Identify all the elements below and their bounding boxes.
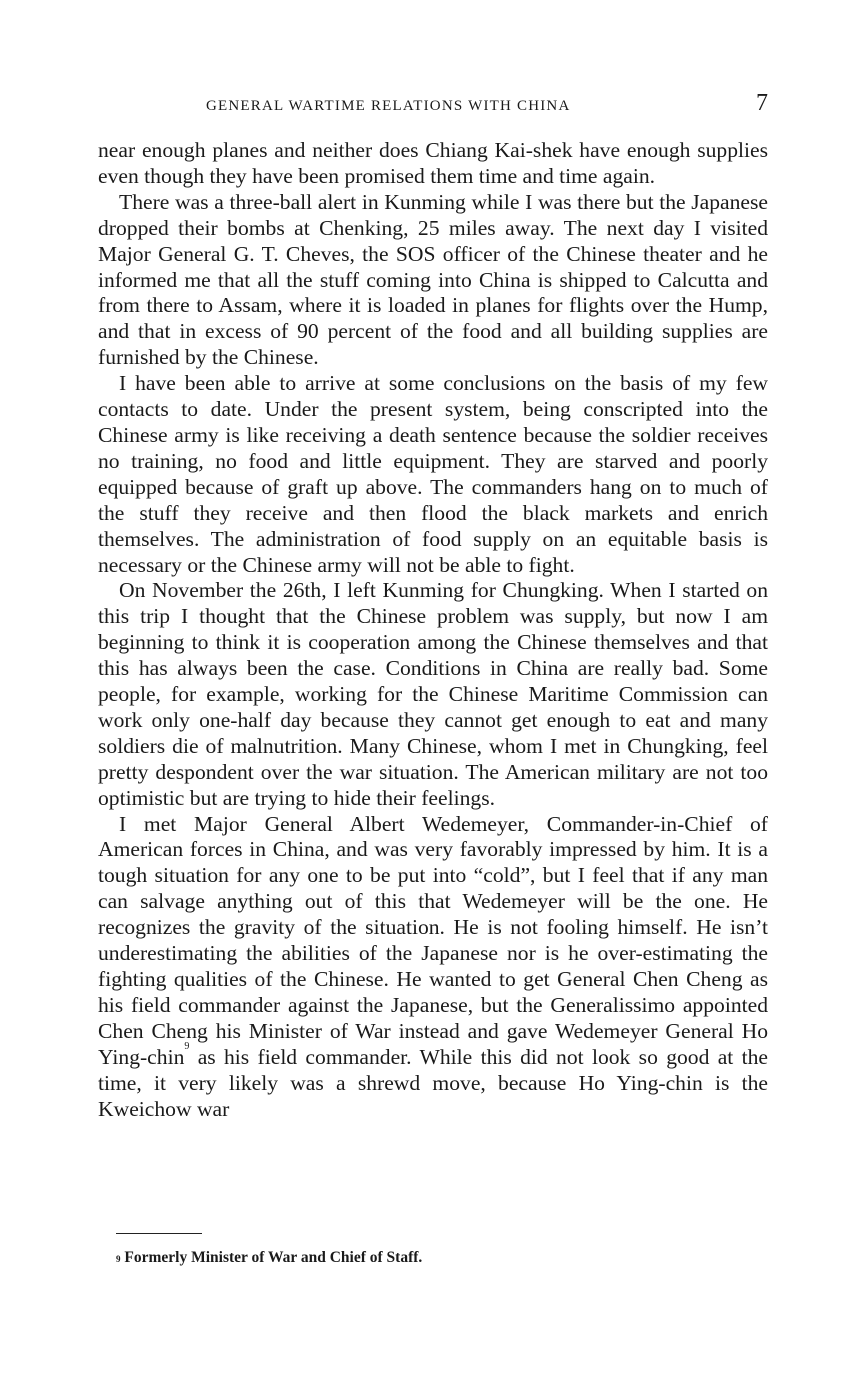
footnote-divider — [116, 1233, 202, 1234]
footnote-mark: 9 — [116, 1254, 121, 1264]
page-number: 7 — [756, 90, 768, 116]
running-head — [98, 90, 768, 124]
paragraph-wedemeyer — [98, 812, 768, 1123]
body-text — [98, 138, 768, 1122]
footnote-reference: 9 — [184, 1040, 190, 1052]
footnote — [116, 1248, 756, 1268]
paragraph-wedemeyer-text: I met Major General Albert Wedemeyer, Commander-in-Chief of American forces in China, and was very favorably impressed by him. It is a tough situation for any one to be put into “cold”, but I feel that if any man can salvage anything out of this that Wedemeyer will be the one. He recognizes the gravity of the situation. He is not fooling himself. He isn’t underestimating the abilities of the Japanese nor is he over-estimating the fighting qualities of the Chinese. He wanted to get General Chen Cheng as his field commander against the Japanese, but the Generalissimo appointed Chen Cheng his Minister of War instead and gave Wedemeyer General Ho Ying-chin — [98, 811, 768, 1069]
paragraph-wedemeyer-text-end: as his field commander. While this did not look so good at the time, it very likely was a shrewd move, because Ho Ying-chin is the Kweichow war — [98, 1044, 768, 1121]
running-title: GENERAL WARTIME RELATIONS WITH CHINA — [206, 98, 571, 114]
paragraph-conclusions: I have been able to arrive at some conclusions on the basis of my few contacts to date. Under the present system, being conscripted into the Chinese army is like receiving a death sentence because the soldier receives no training, no food and little equipment. They are starved and poorly equipped because of graft up above. The commanders hang on to much of the stuff they receive and then flood the black markets and enrich themselves. The administration of food supply on an equitable basis is necessary or the Chinese army will not be able to fight. — [98, 371, 768, 577]
paragraph-kunming-alert: There was a three-ball alert in Kunming while I was there but the Japanese dropped their bombs at Chenking, 25 miles away. The next day I visited Major General G. T. Cheves, the SOS officer of the Chinese theater and he informed me that all the stuff coming into China is shipped to Calcutta and from there to Assam, where it is loaded in planes for flights over the Hump, and that in excess of 90 percent of the food and all building supplies are furnished by the Chinese. — [98, 189, 768, 370]
paragraph-chungking: On November the 26th, I left Kunming for Chungking. When I started on this trip I thought that the Chinese problem was supply, but now I am beginning to think it is cooperation among the Chinese themselves and that this has always been the case. Conditions in China are really bad. Some people, for example, working for the Chinese Maritime Commission can work only one-half day because they cannot get enough to eat and many soldiers die of malnutrition. Many Chinese, whom I met in Chungking, feel pretty despondent over the war situation. The American military are not too optimistic but are trying to hide their feelings. — [98, 578, 768, 810]
footnote-text: Formerly Minister of War and Chief of Staff. — [124, 1249, 423, 1266]
paragraph-continued: near enough planes and neither does Chiang Kai-shek have enough supplies even though they have been promised them time and time again. — [98, 138, 768, 188]
